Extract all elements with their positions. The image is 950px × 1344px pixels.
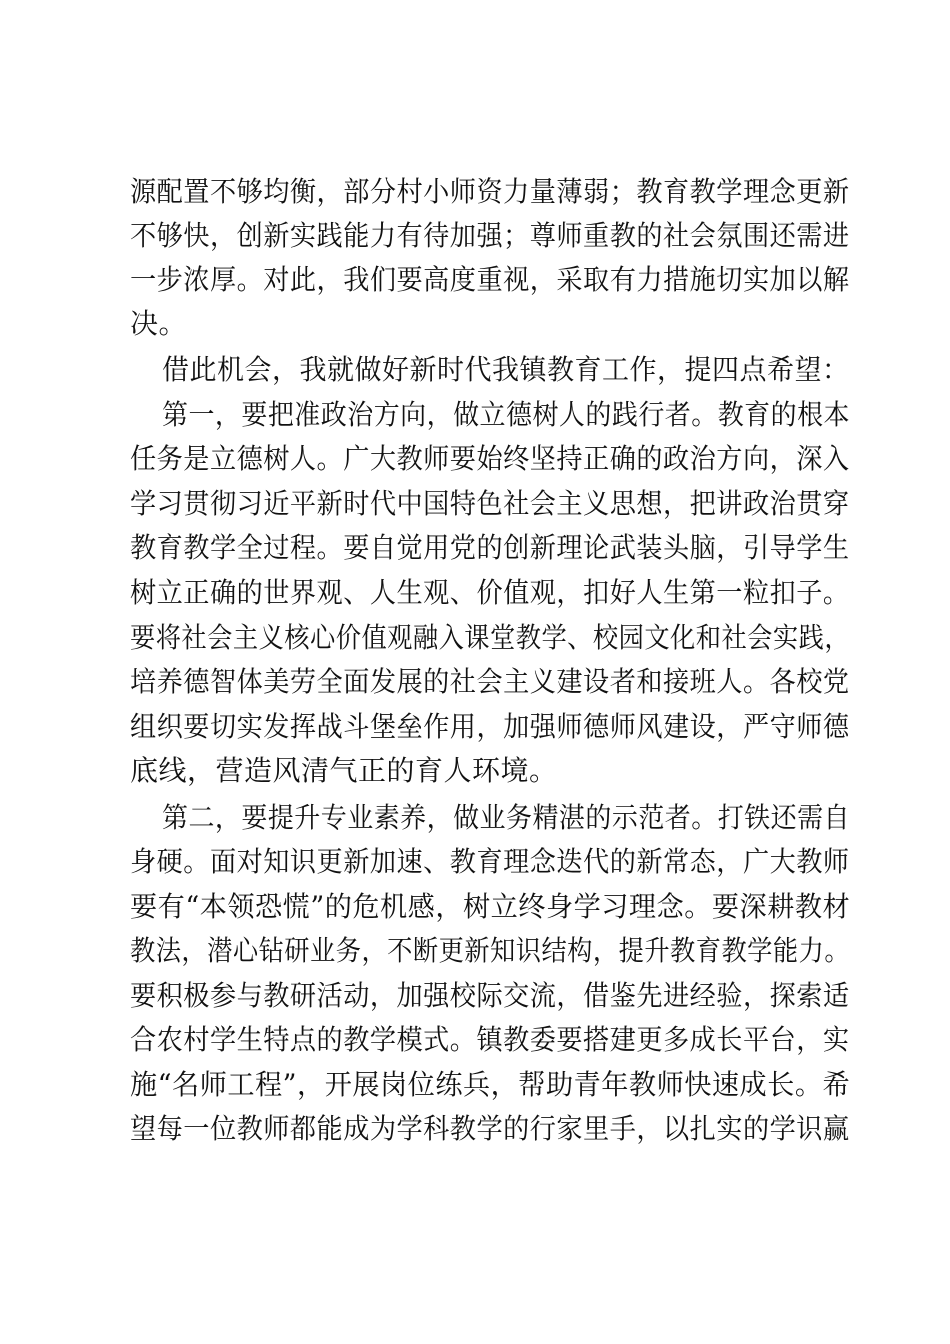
- text-line: 要将社会主义核心价值观融入课堂教学、校园文化和社会实践，: [130, 621, 851, 654]
- text-line: 望每一位教师都能成为学科教学的行家里手，以扎实的学识赢: [130, 1112, 850, 1145]
- text-line: 决。: [130, 307, 188, 340]
- text-line: 任务是立德树人。广大教师要始终坚持正确的政治方向，深入: [130, 442, 850, 475]
- text-line: 教育教学全过程。要自觉用党的创新理论武装头脑，引导学生: [130, 531, 850, 564]
- text-line: 组织要切实发挥战斗堡垒作用，加强师德师风建设，严守师德: [130, 710, 850, 743]
- text-line: 身硬。面对知识更新加速、教育理念迭代的新常态，广大教师: [130, 845, 850, 878]
- text-line: 树立正确的世界观、人生观、价值观，扣好人生第一粒扣子。: [130, 576, 850, 609]
- text-line: 要积极参与教研活动，加强校际交流，借鉴先进经验，探索适: [130, 979, 850, 1012]
- text-line: 源配置不够均衡，部分村小师资力量薄弱；教育教学理念更新: [130, 175, 850, 208]
- text-line: 底线，营造风清气正的育人环境。: [130, 754, 558, 787]
- text-line: 第二，要提升专业素养，做业务精湛的示范者。打铁还需自: [162, 801, 851, 834]
- text-line: 借此机会，我就做好新时代我镇教育工作，提四点希望：: [162, 353, 850, 386]
- text-line: 学习贯彻习近平新时代中国特色社会主义思想，把讲政治贯穿: [130, 487, 850, 520]
- text-line: 第一，要把准政治方向，做立德树人的践行者。教育的根本: [162, 398, 851, 431]
- text-line: 教法，潜心钻研业务，不断更新知识结构，提升教育教学能力。: [130, 934, 851, 967]
- text-line: 施“名师工程”，开展岗位练兵，帮助青年教师快速成长。希: [130, 1068, 851, 1101]
- text-line: 一步浓厚。对此，我们要高度重视，采取有力措施切实加以解: [130, 263, 850, 296]
- text-line: 合农村学生特点的教学模式。镇教委要搭建更多成长平台，实: [130, 1023, 850, 1056]
- text-line: 培养德智体美劳全面发展的社会主义建设者和接班人。各校党: [130, 665, 850, 698]
- text-line: 不够快，创新实践能力有待加强；尊师重教的社会氛围还需进: [130, 219, 850, 252]
- text-line: 要有“本领恐慌”的危机感，树立终身学习理念。要深耕教材: [130, 890, 851, 923]
